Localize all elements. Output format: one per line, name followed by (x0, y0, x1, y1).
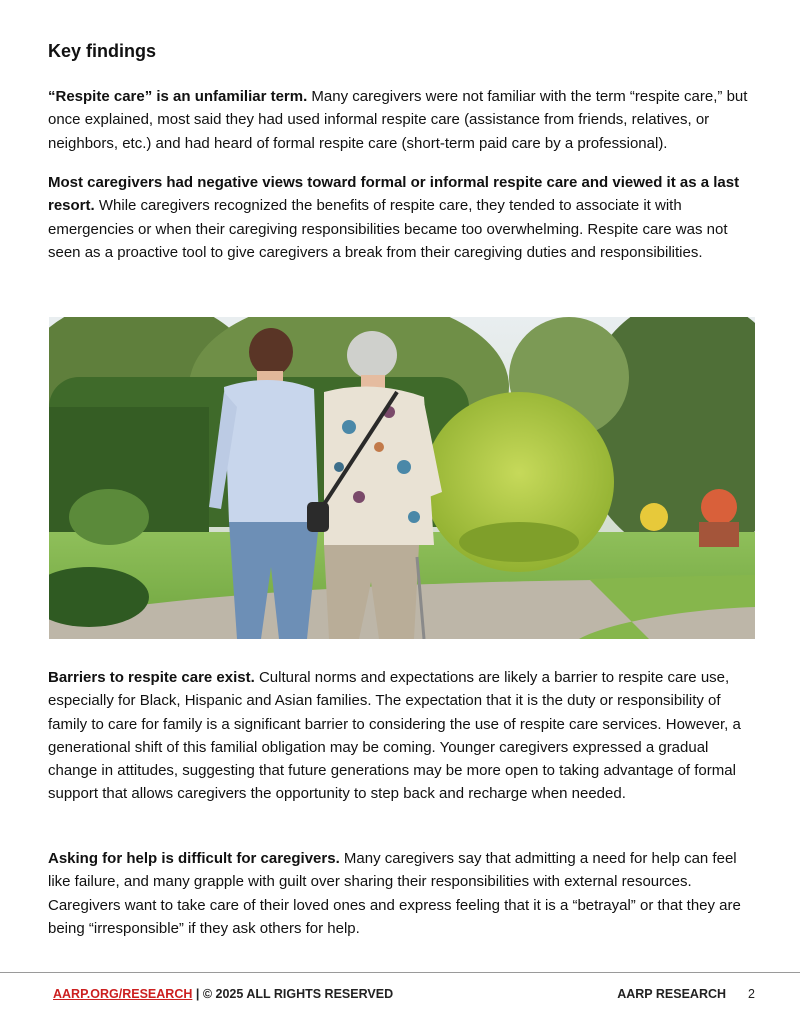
finding-body: Many caregivers were not familiar with the term “respite care,” but once explained, most said they had used informal respite care (assistance from friends, relatives, or neighbors, etc.) and had heard of formal respite care (short-term paid care by a professional). (48, 88, 748, 152)
footer-left (53, 987, 393, 1001)
footer-divider (0, 972, 800, 973)
finding-body: While caregivers recognized the benefits of respite care, they tended to associate it with emergencies or when their caregiving responsibilities became too overwhelming. Respite care was not seen as a proactive tool to give caregivers a break from their caregiving duties and responsibilities. (48, 197, 728, 261)
footer-right (617, 987, 755, 1001)
finding-lead: Most caregivers had negative views toward formal or informal respite care and viewed it as a last resort. (48, 174, 740, 215)
finding-body: Many caregivers say that admitting a need for help can feel like failure, and many grapple with guilt over sharing their responsibilities with external resources. Caregivers want to take care of their loved ones and express feeling that it is a “betrayal” or that they are being “irresponsible” if they ask others for help. (48, 850, 741, 937)
finding-body: Cultural norms and expectations are likely a barrier to respite care use, especially for Black, Hispanic and Asian families. The expectation that it is the duty or responsibility of family to care for family is a significant barrier to considering the use of respite care services. However, a generational shift of this familial obligation may be coming. Younger caregivers expressed a gradual change in attitudes, suggesting that future generations may be more open to taking advantage of formal support that allows caregivers the opportunity to step back and recharge when needed. (48, 669, 741, 803)
section-heading: Key findings (48, 41, 157, 61)
copyright-text: | © 2025 ALL RIGHTS RESERVED (192, 987, 394, 1001)
caregiver-walking-photo (49, 317, 755, 639)
page-number: 2 (748, 987, 755, 1001)
finding-paragraph-negative-views (48, 171, 760, 264)
finding-paragraph-unfamiliar-term (48, 85, 760, 155)
finding-lead: Asking for help is difficult for caregivers. (48, 850, 340, 867)
aarp-research-link[interactable]: AARP.ORG/RESEARCH (53, 987, 193, 1001)
footer-brand: AARP RESEARCH (617, 987, 727, 1001)
finding-paragraph-asking-for-help (48, 847, 760, 940)
finding-paragraph-barriers (48, 666, 760, 806)
finding-lead: “Respite care” is an unfamiliar term. (48, 88, 308, 105)
finding-lead: Barriers to respite care exist. (48, 669, 255, 686)
